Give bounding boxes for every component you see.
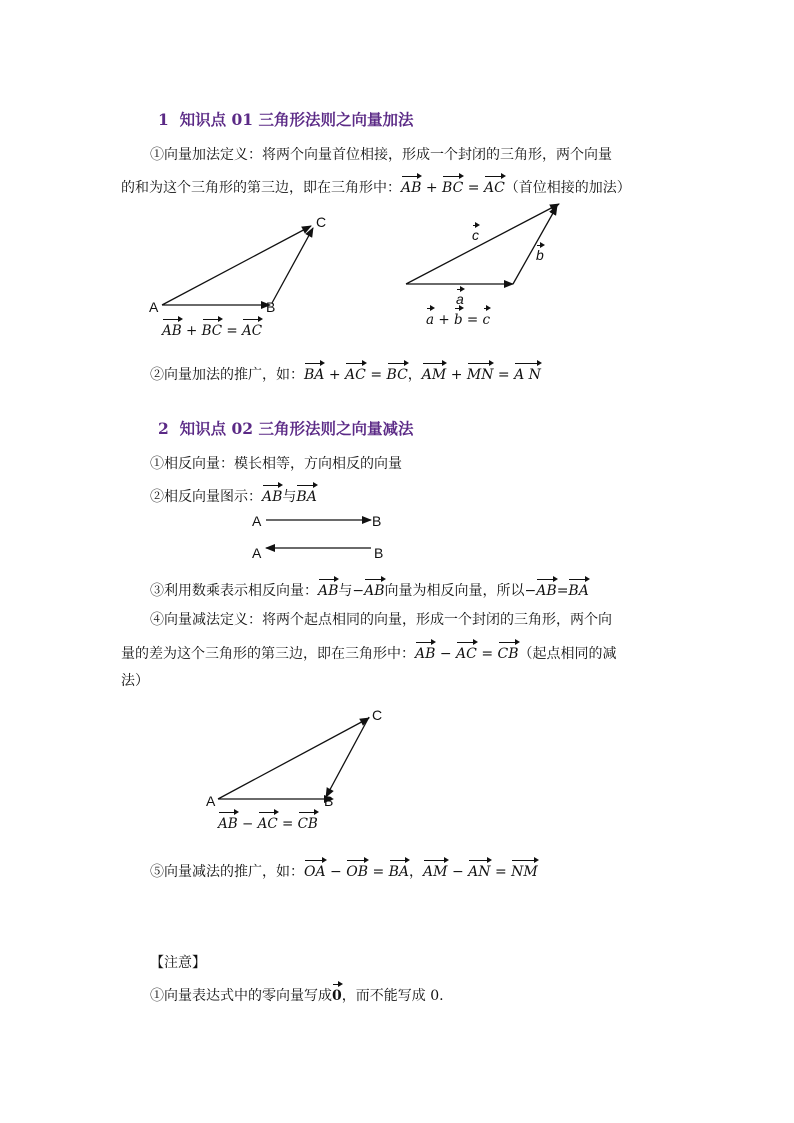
op-eq: = [494,864,507,880]
zero-vector: 0 [332,983,342,1006]
subtraction-suffix: （起点相同的减 [518,646,617,662]
op-minus: − [352,583,365,599]
vec-ab: AB [536,578,556,601]
vec-ab: AB [401,175,421,198]
vec-c: c [483,307,491,330]
op-eq: = [372,864,385,880]
subtraction-definition-line1: ④向量减法定义：将两个起点相同的向量，形成一个封闭的三角形，两个向 [150,612,612,628]
scalar-mid-text: 向量为相反向量，所以 [384,583,525,599]
vec-ac: AC [242,318,262,341]
vec-an: AN [468,859,490,882]
vec-mn: MN [467,362,494,385]
op-minus: − [524,583,537,599]
separator: ， [409,864,424,880]
vec-ac: AC [484,175,505,198]
vec-cb: CB [498,641,519,664]
op-minus: − [330,864,342,880]
vec-ab: AB [162,318,182,341]
op-plus: + [425,180,438,196]
vec-bc: BC [442,175,463,198]
addition-generalization [150,362,541,385]
vec-nm: NM [511,859,538,882]
fig3-label-b: B [324,793,334,809]
vec-bc: BC [202,318,223,341]
op-eq: = [481,646,494,662]
vec-b: b [454,307,463,330]
op-plus: + [450,367,463,383]
op-eq: = [281,816,294,832]
section-1-number: 1 [158,110,169,129]
fig1-vector-ac [162,226,311,305]
fig1-label-c: C [316,214,327,230]
op-eq: = [556,583,569,599]
vec-oa: OA [304,859,326,882]
generalization-prefix: ⑤向量减法的推广，如： [150,864,304,880]
fig3-label-a: A [206,793,216,809]
subtraction-definition-line3: 法） [121,673,149,689]
opp-label-a1: A [252,513,262,529]
vec-ac: AC [258,811,278,834]
fig2-caption [426,307,490,330]
fig3-label-c: C [372,707,383,723]
op-plus: + [328,367,341,383]
vec-ab: AB [364,578,384,601]
section-2-title: 知识点 02 三角形法则之向量减法 [179,419,414,438]
vec-bc: BC [387,362,408,385]
vec-a: a [456,288,464,307]
op-minus: − [241,816,254,832]
illustration-prefix: ②相反向量图示： [150,489,262,505]
and-word: 与 [282,489,297,505]
addition-definition-prefix: 的和为这个三角形的第三边，即在三角形中： [121,180,401,196]
separator: ， [407,367,422,383]
fig2-label-c [472,224,479,243]
op-minus: − [439,646,452,662]
scalar-opposite-line [150,578,589,601]
vec-ab: AB [218,811,238,834]
vec-ba: BA [568,578,588,601]
op-eq: = [370,367,383,383]
op-plus: + [438,312,450,328]
fig1-caption [162,318,262,341]
vec-ba: BA [304,362,324,385]
op-minus: − [451,864,464,880]
opp-label-a2: A [252,545,262,561]
opposite-vector-definition: ①相反向量：模长相等，方向相反的向量 [150,456,402,472]
subtraction-definition-line2 [121,641,617,664]
vec-ac: AC [345,362,366,385]
generalization-prefix: ②向量加法的推广，如： [150,367,304,383]
addition-definition-suffix: （首位相接的加法） [504,180,631,196]
fig1-vector-bc [272,228,313,303]
note-prefix: ①向量表达式中的零向量写成 [150,988,332,1004]
opposite-vector-illustration [150,484,317,507]
fig3-caption [218,811,318,834]
section-2-heading [158,417,413,439]
note-title: 【注意】 [150,955,206,971]
and-word: 与 [338,583,353,599]
vec-b: b [536,244,544,263]
vec-am: AM [422,362,446,385]
scalar-prefix: ③利用数乘表示相反向量： [150,583,318,599]
vec-a: a [426,307,434,330]
fig2-label-b [536,244,544,263]
op-eq: = [226,323,238,339]
subtraction-generalization [150,859,538,882]
op-plus: + [185,323,198,339]
vec-an: A N [514,362,541,385]
vec-c: c [472,224,479,243]
vec-am: AM [423,859,447,882]
vec-ab: AB [318,578,338,601]
fig1-label-a: A [149,299,159,315]
note-suffix: ，而不能写成 0. [341,988,444,1004]
addition-definition-line1: ①向量加法定义：将两个向量首位相接，形成一个封闭的三角形，两个向量 [150,147,612,163]
vec-ob: OB [346,859,368,882]
vec-ba: BA [296,484,316,507]
op-eq: = [497,367,510,383]
opp-label-b1: B [372,513,382,529]
subtraction-prefix: 量的差为这个三角形的第三边，即在三角形中： [121,646,415,662]
section-2-number: 2 [158,419,169,438]
vec-ab: AB [415,641,435,664]
vec-ba: BA [389,859,409,882]
note-line [150,983,444,1006]
opp-label-b2: B [374,545,384,561]
op-eq: = [466,312,479,328]
vec-ab: AB [262,484,282,507]
section-1-title: 知识点 01 三角形法则之向量加法 [179,110,414,129]
fig2-vector-b [513,206,557,284]
vec-cb: CB [298,811,318,834]
op-eq: = [467,180,480,196]
fig1-label-b: B [266,299,276,315]
vec-ac: AC [456,641,477,664]
